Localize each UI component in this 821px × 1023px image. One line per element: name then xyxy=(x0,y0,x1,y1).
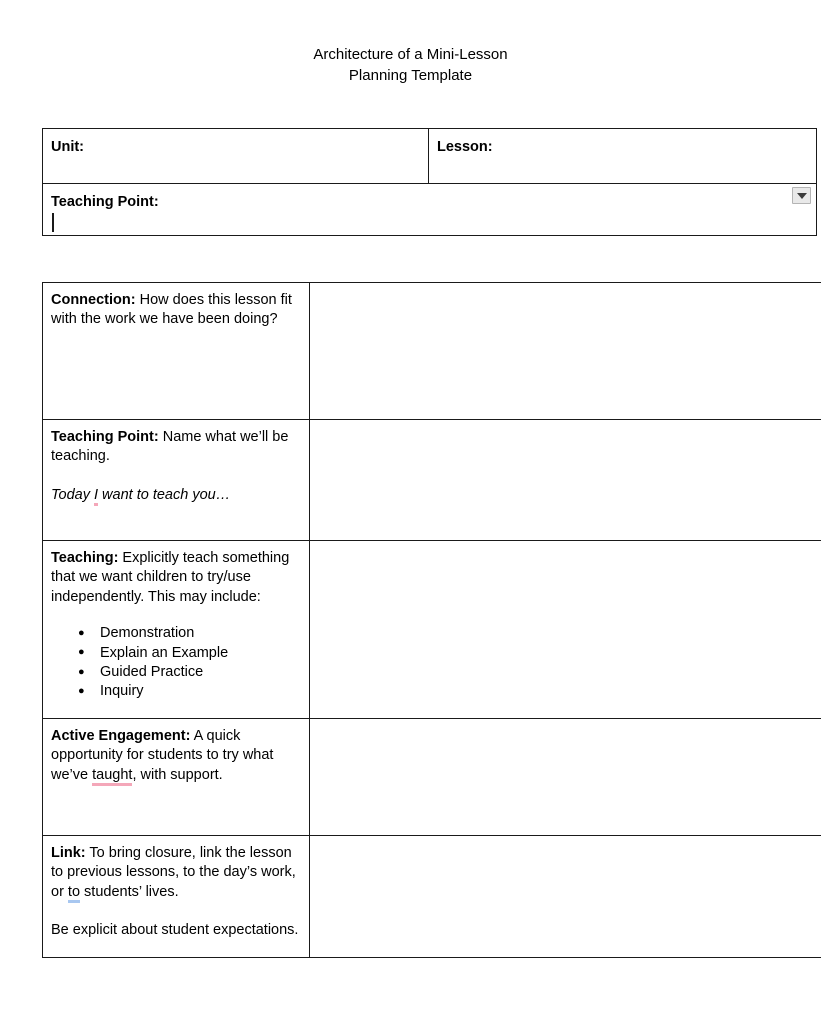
active-engagement-response-cell[interactable] xyxy=(310,719,821,836)
page-title-line-2: Planning Template xyxy=(348,67,473,84)
link-prompt-cell xyxy=(43,836,310,958)
active-engagement-label: Active Engagement: xyxy=(51,728,191,744)
teaching-response-cell[interactable] xyxy=(310,541,821,719)
mini-lesson-table xyxy=(42,282,821,958)
teaching-point-prompt-cell xyxy=(43,420,310,541)
paragraph-spacer xyxy=(51,902,302,921)
teaching-prompt-cell xyxy=(43,541,310,719)
link-prompt-before: To bring closure, link the lesson to previous lessons, to the day’s work, or xyxy=(51,845,296,900)
link-response-cell[interactable] xyxy=(310,836,821,958)
text-cursor xyxy=(52,213,54,232)
teaching-point-row-prompt: Name what we’ll be teaching. xyxy=(51,429,289,465)
spellcheck-flagged-word: taught xyxy=(92,767,132,786)
starter-text-after: want to teach you… xyxy=(98,486,231,503)
list-item: ● Explain an Example xyxy=(100,644,302,663)
table-row xyxy=(43,719,821,836)
header-row-unit-lesson xyxy=(43,129,817,184)
lesson-label: Lesson: xyxy=(437,139,493,155)
page-title xyxy=(0,44,821,86)
connection-prompt: How does this lesson fit with the work we have been doing? xyxy=(51,292,292,328)
teaching-bullet-list xyxy=(51,624,302,702)
link-label: Link: xyxy=(51,845,86,861)
table-row xyxy=(43,420,821,541)
page-title-line-1: Architecture of a Mini-Lesson xyxy=(313,46,508,63)
connection-label: Connection: xyxy=(51,292,136,308)
chevron-down-icon[interactable] xyxy=(792,187,811,204)
table-row xyxy=(43,283,821,420)
connection-prompt-cell xyxy=(43,283,310,420)
paragraph-spacer xyxy=(51,467,302,486)
link-prompt-paragraph-2: Be explicit about student expectations. xyxy=(51,922,299,939)
link-prompt-after: students’ lives. xyxy=(80,883,179,900)
list-item: ● Inquiry xyxy=(100,682,302,701)
teaching-point-response-cell[interactable] xyxy=(310,420,821,541)
connection-response-cell[interactable] xyxy=(310,283,821,420)
teaching-prompt: Explicitly teach something that we want children to try/use independently. This may include: xyxy=(51,550,290,605)
list-item: ● Demonstration xyxy=(100,624,302,643)
teaching-point-row-label: Teaching Point: xyxy=(51,429,159,445)
lesson-cell[interactable] xyxy=(429,129,817,184)
teaching-label: Teaching: xyxy=(51,550,119,566)
active-engagement-prompt-after: , with support. xyxy=(132,766,223,783)
starter-text-before: Today xyxy=(51,486,94,503)
chevron-down-glyph xyxy=(797,193,807,199)
active-engagement-prompt-cell xyxy=(43,719,310,836)
active-engagement-prompt-before: A quick opportunity for students to try what we’ve xyxy=(51,728,274,783)
unit-cell[interactable] xyxy=(43,129,429,184)
teaching-point-sentence-starter xyxy=(51,486,302,505)
table-row xyxy=(43,836,821,958)
teaching-point-cell[interactable] xyxy=(43,184,817,236)
header-row-teaching-point xyxy=(43,184,817,236)
unit-label: Unit: xyxy=(51,139,85,155)
header-table xyxy=(42,128,817,236)
table-row xyxy=(43,541,821,719)
spellcheck-flagged-word: I xyxy=(94,487,98,506)
teaching-point-label: Teaching Point: xyxy=(51,194,159,210)
list-item: ● Guided Practice xyxy=(100,663,302,682)
grammarcheck-flagged-word: to xyxy=(68,884,80,903)
